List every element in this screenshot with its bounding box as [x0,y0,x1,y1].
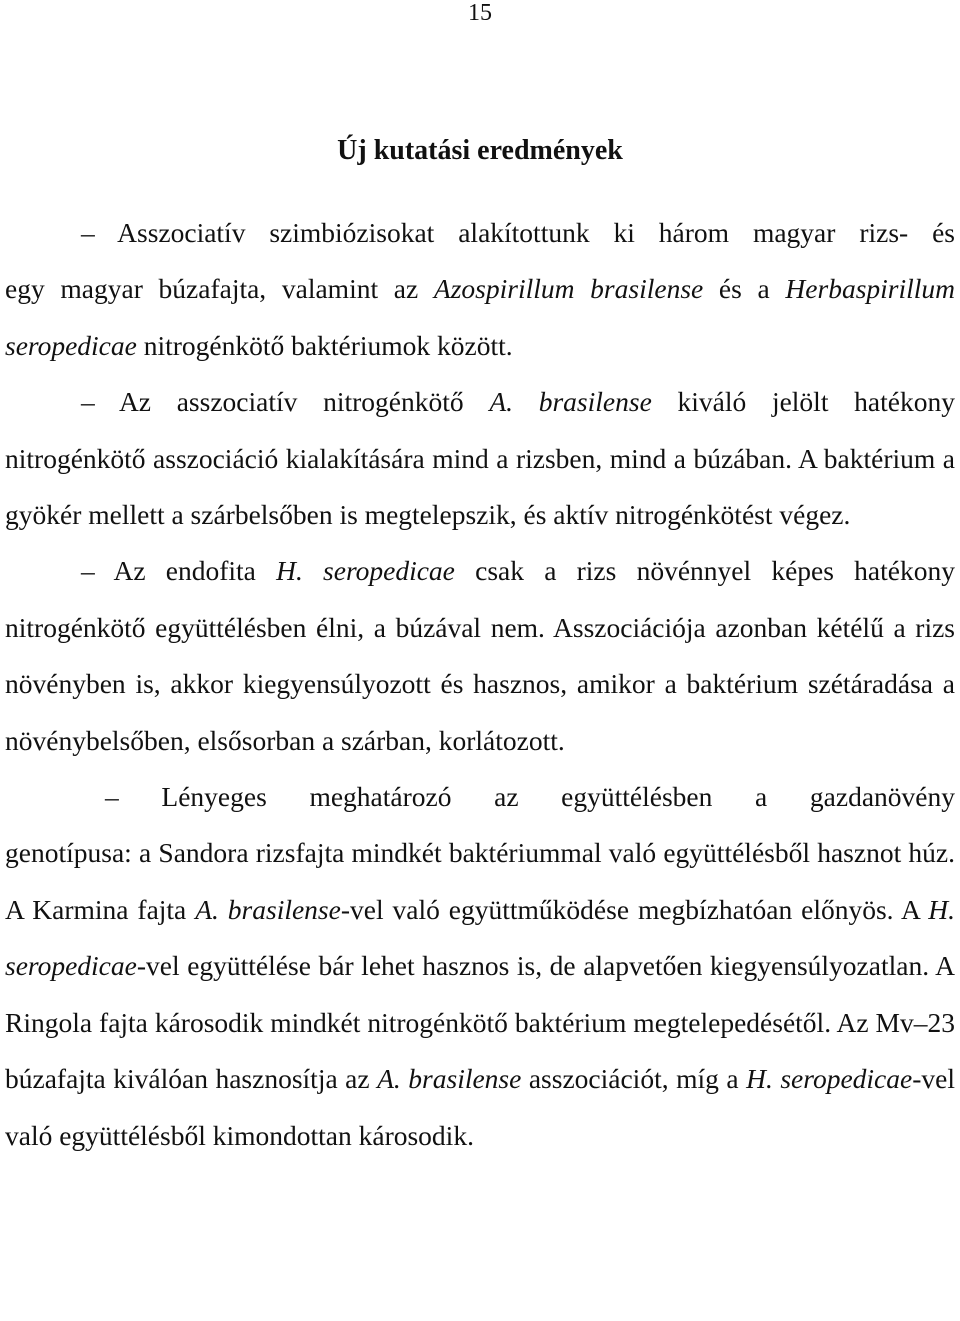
text-run: genotípusa: a Sandora rizsfajta mindkét baktériummal való együttélésből hasznot húz. A Karmina fajta [5,837,955,925]
italic-taxon-text: H. seropedicae [746,1063,913,1095]
text-run: -vel való együttélésből kimondottan károsodik. [5,1063,955,1151]
page-number: 15 [468,0,492,26]
paragraph-2-first-line [5,374,955,430]
italic-taxon-text: A. brasilense [489,386,652,418]
text-run: asszociációt, míg a [521,1063,747,1095]
italic-taxon-text: H. seropedicae [276,555,455,587]
paragraph-1-text [5,273,955,360]
paragraph-1-first-line: – Asszociatív szimbiózisokat alakítottunk ki három magyar rizs- és [81,217,955,248]
text-run: nitrogénkötő asszociáció kialakítására mind a rizsben, mind a búzában. A baktérium a gyökér mellett a szárbelsőben is megtelepszik, és aktív nitrogénkötést végez. [5,442,955,531]
text-run: -vel való együttműködése megbízhatóan előnyös. A [340,893,929,925]
italic-taxon-text: H. seropedicae [5,893,955,982]
text-run: és a [703,273,786,305]
paragraph-2-text [5,443,955,530]
italic-taxon-text: A. brasilense [377,1063,522,1095]
text-run: nitrogénkötő baktériumok között. [136,329,513,361]
italic-taxon-text: A. brasilense [195,893,341,925]
paragraph-3 [5,543,955,769]
text-run: – Az endofita [81,555,277,587]
paragraph-1 [5,205,955,374]
text-run: nitrogénkötő együttélésben élni, a búzával nem. Asszociációja azonban kétélű a rizs növényben is, akkor kiegyensúlyozott és hasznos, amikor a baktérium szétáradása a növénybelsőben, elsősorban a szárban, korlátozott. [5,611,955,756]
paragraph-4-first-line: – Lényeges meghatározó az együttélésben a gazdanövény [105,781,955,813]
document-body [5,205,955,1164]
paragraph-2 [5,374,955,543]
text-run: kiváló jelölt hatékony [651,386,955,418]
paragraph-3-text [5,612,955,756]
page-title: Új kutatási eredmények [337,135,623,166]
text-run: egy magyar búzafajta, valamint az [5,273,434,305]
paragraph-4 [5,769,955,1164]
text-run: -vel együttélése bár lehet hasznos is, de alapvetően kiegyensúlyozatlan. A Ringola fajta károsodik mindkét nitrogénkötő baktérium megtelepedésétől. Az Mv–23 búzafajta kiválóan hasznosítja az [5,950,955,1095]
text-run: csak a rizs növénnyel képes hatékony [454,555,955,587]
paragraph-3-first-line [5,543,955,599]
text-run: – Az asszociatív nitrogénkötő [81,386,490,418]
italic-taxon-text: Azospirillum brasilense [433,273,704,305]
paragraph-4-text [5,837,955,1150]
italic-taxon-text: Herbaspirillum seropedicae [5,273,956,361]
